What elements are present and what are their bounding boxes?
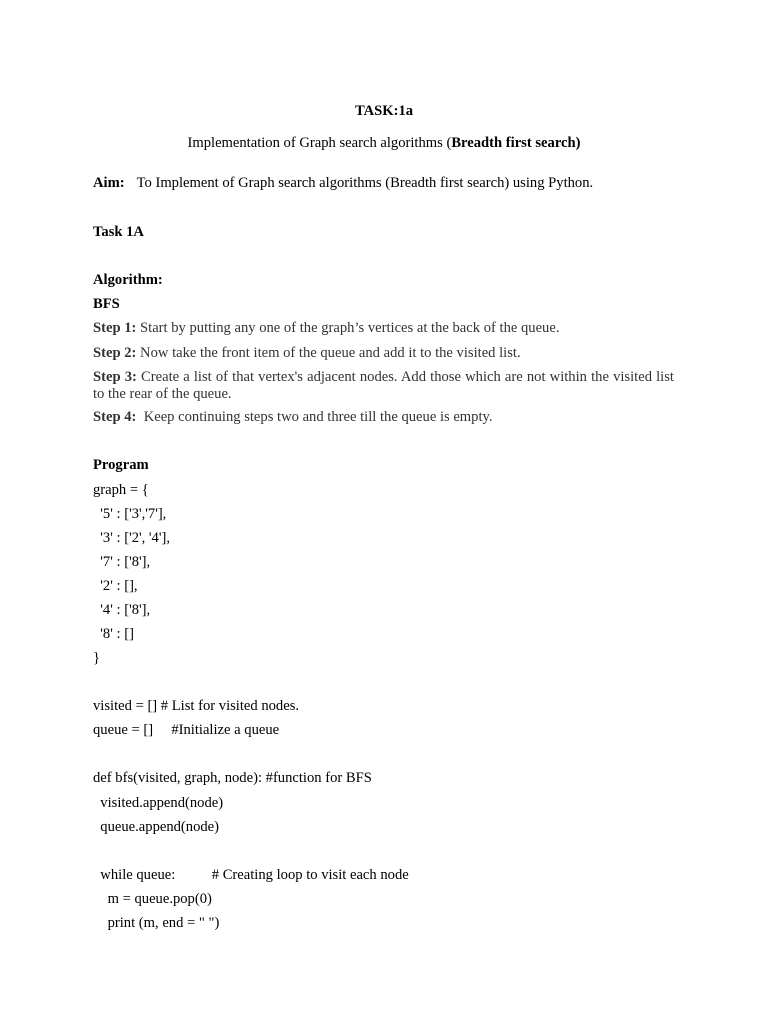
code-line: visited.append(node)	[93, 795, 224, 811]
code-line: }	[93, 650, 101, 666]
step-1: Step 1: Start by putting any one of the graph’s vertices at the back of the queue.	[93, 320, 560, 336]
code-line: '8' : []	[93, 626, 134, 642]
code-line: '2' : [],	[93, 578, 138, 594]
code-line: '4' : ['8'],	[93, 602, 151, 618]
step-4: Step 4: Keep continuing steps two and three till the queue is empty.	[93, 409, 493, 425]
bfs-heading: BFS	[93, 296, 120, 312]
code-line: m = queue.pop(0)	[93, 891, 212, 907]
task-subtitle: Implementation of Graph search algorithms (Breadth first search)	[187, 135, 581, 151]
code-line: '3' : ['2', '4'],	[93, 530, 170, 546]
task-heading: Task 1A	[93, 224, 144, 240]
code-line: queue.append(node)	[93, 819, 220, 835]
code-line: visited = [] # List for visited nodes.	[93, 698, 300, 714]
code-line: while queue: # Creating loop to visit each node	[93, 867, 409, 883]
algorithm-heading: Algorithm:	[93, 272, 163, 288]
task-title: TASK:1a	[354, 103, 414, 119]
aim-line: Aim: To Implement of Graph search algorithms (Breadth first search) using Python.	[93, 175, 594, 191]
code-line: '7' : ['8'],	[93, 554, 151, 570]
program-heading: Program	[93, 457, 149, 473]
code-line: queue = [] #Initialize a queue	[93, 722, 280, 738]
code-line: graph = {	[93, 482, 149, 498]
step-3: Step 3: Create a list of that vertex's adjacent nodes. Add those which are not within the visited list to the rear of the queue.	[93, 369, 674, 402]
code-line: '5' : ['3','7'],	[93, 506, 167, 522]
code-line: print (m, end = " ")	[93, 915, 220, 931]
step-2: Step 2: Now take the front item of the queue and add it to the visited list.	[93, 345, 521, 361]
code-line: def bfs(visited, graph, node): #function for BFS	[93, 770, 372, 786]
